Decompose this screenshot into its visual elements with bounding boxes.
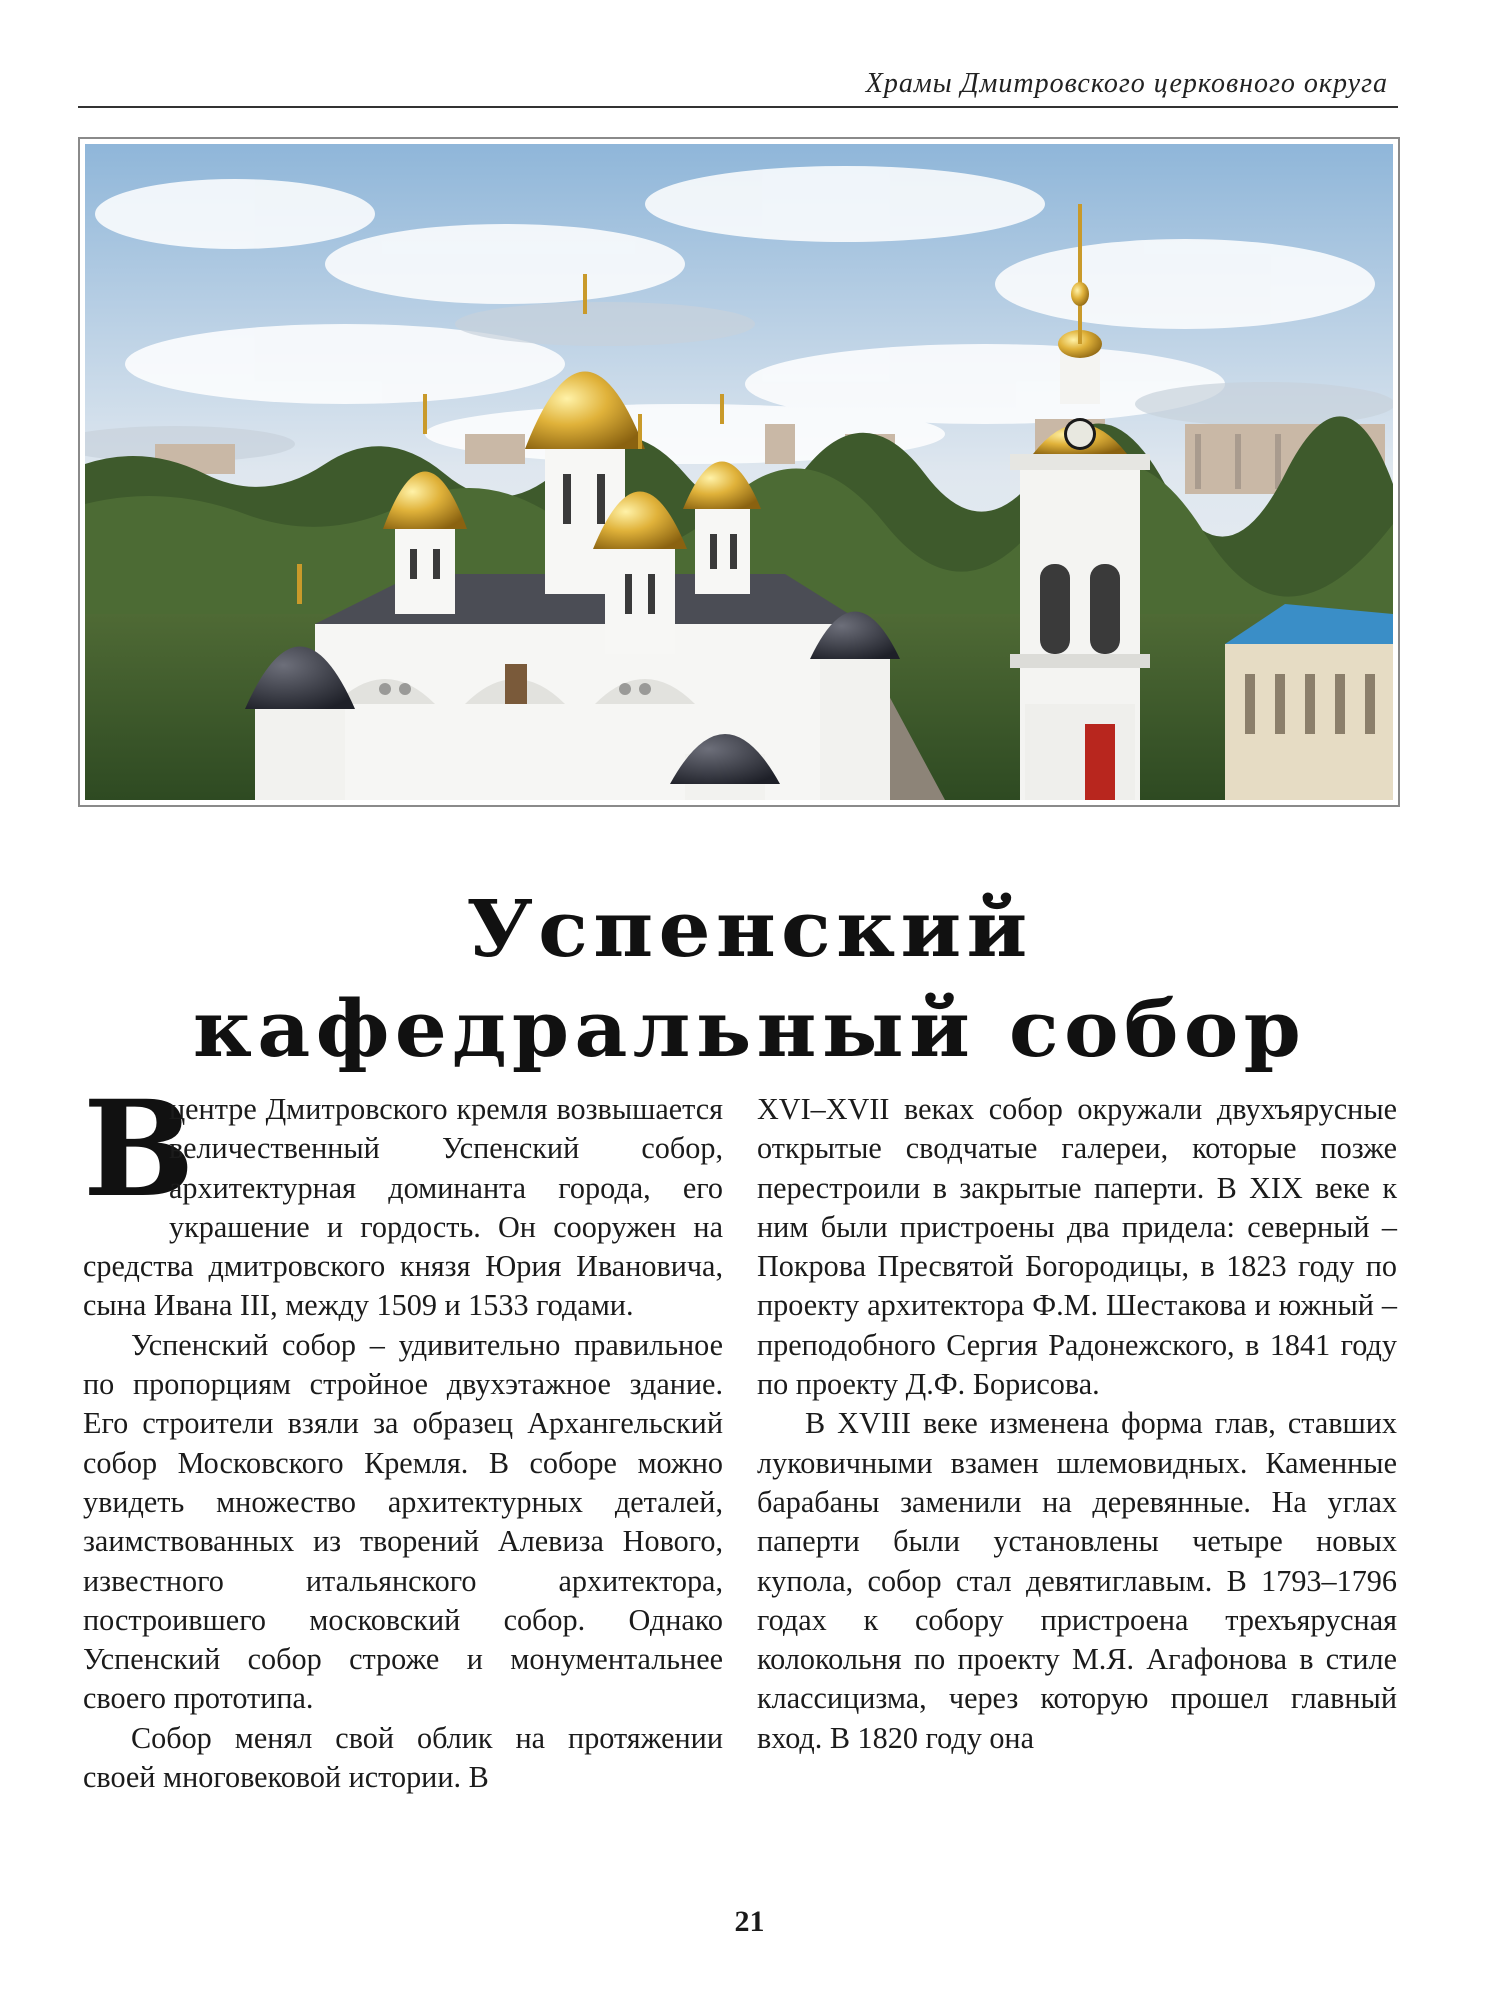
cathedral-photo <box>85 144 1393 800</box>
page-number: 21 <box>734 1905 765 1938</box>
paragraph: XVI–XVII веках собор окружали двухъярусные открытые сводчатые галереи, которые позже перестроили в закрытые паперти. В XIX веке к ним были пристроены два придела: северный – Покрова Пресвятой Богородицы, в 1823 году по проекту архитектора Ф.М. Шестакова и южный – преподобного Сергия Радонежского, в 1841 году по проекту Д.Ф. Борисова. <box>757 1092 1397 1402</box>
title-line-2: кафедральный собор <box>192 984 1307 1075</box>
page-title <box>0 880 1499 1080</box>
paragraph <box>83 1072 723 1326</box>
paragraph: В XVIII веке изменена форма глав, ставших луковичными взамен шлемовидных. Каменные барабаны заменили на деревянные. На углах паперти были установлены четыре новых купола, собор стал девятиглавым. В 1793–1796 годах к собору пристроена трехъярусная колокольня по проекту М.Я. Агафонова в стиле классицизма, через которую прошел главный вход. В 1820 году она <box>757 1406 1397 1755</box>
right-column <box>757 1090 1397 1758</box>
left-column <box>83 1072 723 1797</box>
cathedral-photo-frame <box>78 137 1400 807</box>
paragraph: Успенский собор – удивительно правильное по пропорциям стройное двухэтажное здание. Его строители взяли за образец Архангельский собор Московского Кремля. В соборе можно увидеть множество архитектурных деталей, заимствованных из творений Алевиза Нового, известного итальянского архитектора, построившего московский собор. Однако Успенский собор строже и монументальнее своего прототипа. <box>83 1327 723 1716</box>
running-header <box>78 66 1398 108</box>
title-line-1: Успенский <box>466 884 1033 975</box>
dropcap: В <box>83 1072 195 1227</box>
paragraph: Собор менял свой облик на протяжении своей многовековой истории. В <box>83 1720 723 1795</box>
running-title: Храмы Дмитровского церковного округа <box>865 68 1388 99</box>
paragraph-text: центре Дмитровского кремля возвышается величественный Успенский собор, архитектурная доминанта города, его украшение и гордость. Он сооружен на средства дмитровского князя Юрия Ивановича, сына Ивана III, между 1509 и 1533 годами. <box>83 1092 723 1323</box>
